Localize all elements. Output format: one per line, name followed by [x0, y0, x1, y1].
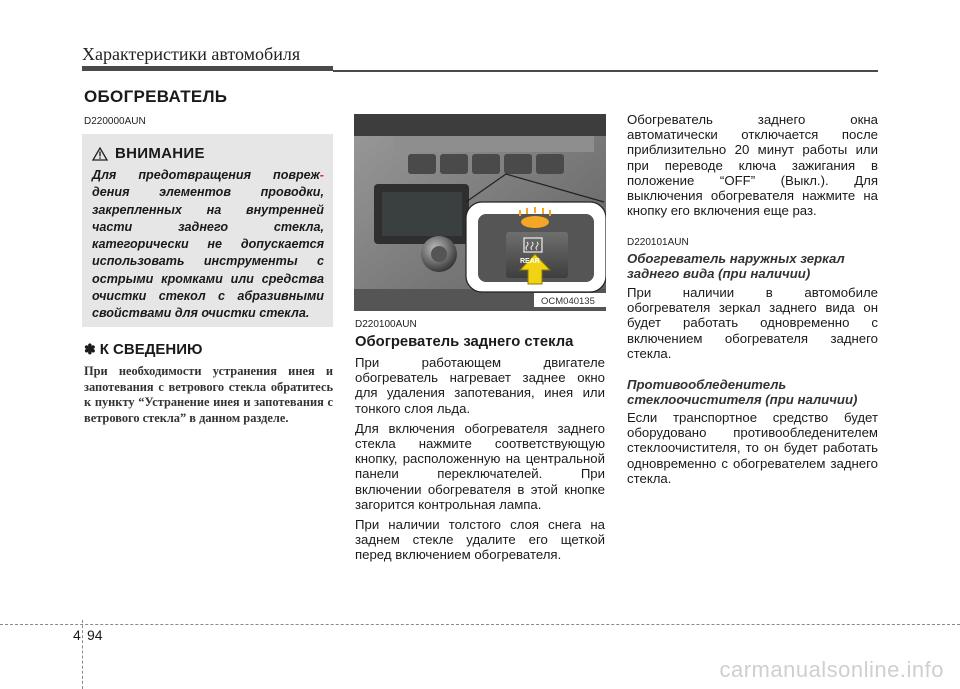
figure-caption: OCM040135 — [541, 296, 595, 307]
warning-text-rest: дения элементов проводки, закрепленных на внутренней части заднего стекла, категорически не допускается использовать инструменты с острыми кромками или средства очистки стекол с абразивными свойствами для очистки стекла. — [92, 185, 324, 321]
note-title — [84, 341, 203, 358]
header-title: Характеристики автомобиля — [82, 44, 301, 64]
wiper-deicer-body — [627, 410, 878, 491]
warning-hyphen: - — [319, 168, 324, 182]
section-code: D220000AUN — [84, 116, 146, 127]
page-number: 94 — [87, 627, 103, 643]
chapter-number: 4 — [73, 627, 81, 643]
section-title: ОБОГРЕВАТЕЛЬ — [84, 87, 228, 106]
rear-defroster-p3: При наличии толстого слоя снега на заднем стекле удалите его щеткой перед включением обогревателя. — [355, 517, 605, 563]
rear-defroster-body — [355, 355, 605, 568]
rear-defroster-p2: Для включения обогревателя заднего стекла нажмите соответствующую кнопку, расположенную на центральной панели переключателей. При включении обогревателя в этой кнопке загорится контрольная лампа. — [355, 420, 605, 512]
mirror-defroster-text: При наличии в автомобиле обогревателя зеркал заднего вида он будет работать одновременно с включением обогревателя заднего стекла. — [627, 285, 878, 361]
warning-triangle-icon — [92, 147, 108, 161]
note-star-icon: ✽ — [84, 341, 96, 357]
watermark: carmanualsonline.info — [719, 657, 944, 682]
rear-defroster-p1: При работающем двигателе обогреватель нагревает заднее окно для удаления запотевания, инея или тонкого слоя льда. — [355, 355, 605, 416]
mirror-defroster-code: D220101AUN — [627, 237, 689, 248]
rear-button-label: REAR — [520, 258, 540, 265]
note-text: При необходимости устранения инея и запотевания с ветрового стекла обратитесь к пункту “Устранение инея и запотевания с ветрового стекла” в данном разделе. — [84, 364, 333, 425]
rear-defroster-p4: Обогреватель заднего окна автоматически отключается после приблизительно 20 минут работы или при переводе ключа зажигания в положение “OFF” (Выкл.). Для выключения обогревателя нажмите на кнопку его включения еще раз. — [627, 112, 878, 219]
wiper-deicer-text: Если транспортное средство будет оборудовано противообледенителем стеклоочистителя, то он будет работать одновременно с обогревателем заднего стекла. — [627, 410, 878, 486]
warning-text-start: Для предотвращения повреж — [92, 168, 320, 182]
mirror-defroster-title: Обогреватель наружных зеркал заднего вида (при наличии) — [627, 251, 845, 281]
footer-vertical-divider — [82, 620, 83, 689]
warning-text — [92, 167, 324, 323]
warning-title: ВНИМАНИЕ — [115, 145, 205, 162]
rear-defroster-title: Обогреватель заднего стекла — [355, 334, 574, 350]
footer-divider — [0, 624, 960, 625]
header-rule — [82, 66, 333, 71]
rear-defroster-photo — [354, 114, 606, 311]
rear-defroster-code: D220100AUN — [355, 319, 417, 330]
rear-defroster-body-continued — [627, 112, 878, 223]
note-title-text: К СВЕДЕНИЮ — [99, 341, 203, 358]
mirror-defroster-body — [627, 285, 878, 366]
header-rule-thin — [333, 70, 878, 72]
wiper-deicer-title: Противообледенитель стеклоочистителя (при наличии) — [627, 377, 858, 407]
warning-header — [92, 145, 205, 162]
